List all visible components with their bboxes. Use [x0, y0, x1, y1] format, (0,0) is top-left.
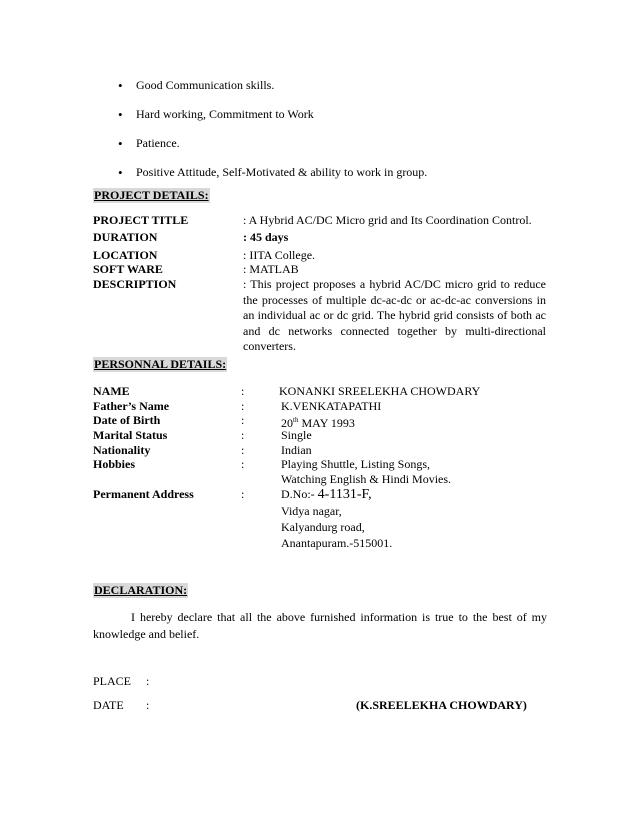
dob-value: 20th MAY 1993: [281, 416, 355, 430]
resume-page: • Good Communication skills. • Hard working, Commitment to Work • Patience. • Positive Attitude, Self-Motivated & ability to work in group. PROJECT DETAILS: PROJECT TITLE : A Hybrid AC/DC Micro grid and Its Coordination Control. DURATION : 45 days LOCATION : IITA College. SOFT WARE : MATLAB DESCRIPTION : This project proposes a hybrid AC/DC micro grid to reduce the processes of multiple dc-ac-dc or ac-dc-ac conversions in an individual ac or dc grid. The hybrid grid consists of both ac and dc networks connected together by multi-directional converters. PERSONNAL DETAILS: NAME : KONANKI SREELEKHA CHOWDARY Father’s Name : K.VENKATAPATHI Date of Birth : 20th MAY 1993 Marital Status : Single Nationality : Indian Hobbies : Playing Shuttle, Listing Songs, Watching English & Hindi Movies. Permanent Address : D.No:- 4-1131-F, Vidya nagar, Kalyandurg road, Anantapuram.-515001. DECLARATION: I hereby declare that all the above furnished information is true to the best of my knowledge and belief. PLACE : DATE : (K.SREELEKHA CHOWDARY): [93, 78, 547, 712]
personal-details-heading: PERSONNAL DETAILS:: [94, 357, 227, 371]
declaration-text: I hereby declare that all the above furnished information is true to the best of my knowledge and belief.: [93, 610, 547, 641]
place-row: PLACE :: [93, 674, 150, 688]
bullet-icon: •: [118, 165, 123, 180]
signature: (K.SREELEKHA CHOWDARY): [356, 698, 527, 712]
bullet-icon: •: [118, 107, 123, 122]
project-details-heading: PROJECT DETAILS:: [94, 188, 209, 202]
declaration-heading: DECLARATION:: [94, 583, 188, 597]
date-row: DATE :: [93, 698, 150, 712]
bullet-icon: •: [118, 136, 123, 151]
bullet-icon: •: [118, 78, 123, 93]
address-line: D.No:- 4-1131-F,: [281, 487, 372, 502]
